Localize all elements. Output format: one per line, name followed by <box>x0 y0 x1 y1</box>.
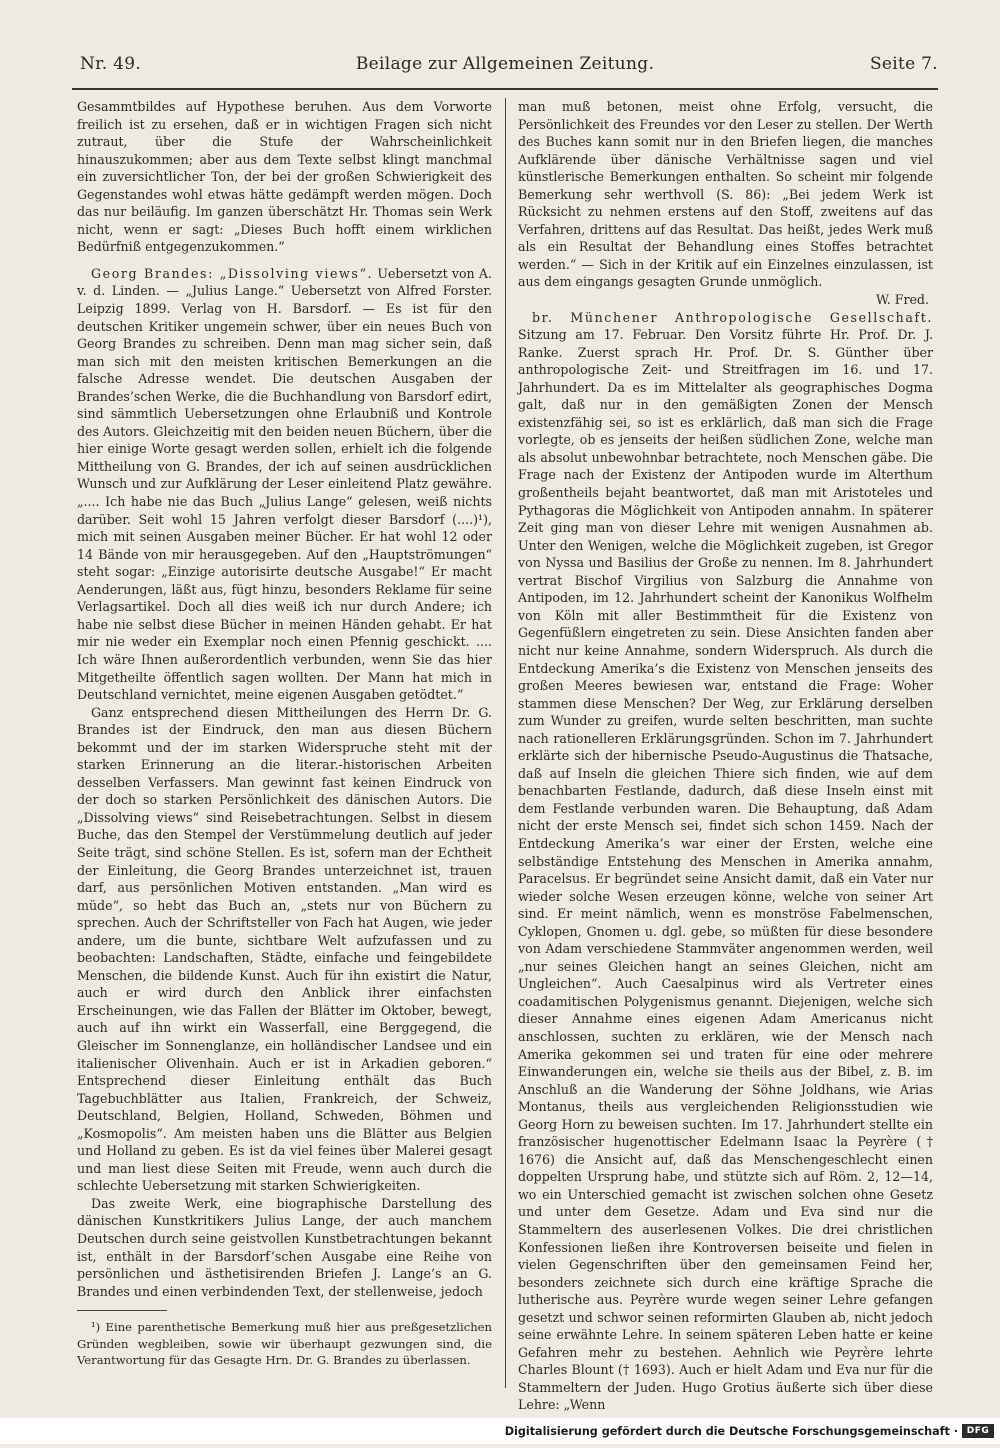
newspaper-page <box>72 40 938 1413</box>
left-paragraph-4: Das zweite Werk, eine biographische Darstellung des dänischen Kunstkritikers Julius Lange, der auch manchem Deutschen durch seine geistvollen Kunstbetrachtungen bekannt ist, enthält in der Barsdorf’schen Ausgabe eine Reihe von persönlichen und ästhetisirenden Briefen J. Lange’s an G. Brandes und einen verbindenden Text, der stellenweise, jedoch <box>77 1195 492 1299</box>
right-report-anthropology <box>518 309 933 1414</box>
left-paragraph-1: Gesammtbildes auf Hypothese beruhen. Aus dem Vorworte freilich ist zu ersehen, daß er in wichtigen Fragen sich nicht zutraut, über die Stufe der Wahrscheinlichkeit hinauszukommen; aber aus dem Texte selbst klingt manchmal ein zuversichtlicher Ton, der bei der großen Schwierigkeit des Gegenstandes wohl etwas hätte gedämpft werden mögen. Doch das nur beiläufig. Im ganzen überschätzt Hr. Thomas sein Werk nicht, wenn er sagt: „Dieses Buch hofft einem wirklichen Bedürfniß entgegenzukommen.“ <box>77 99 492 255</box>
funding-note: Digitalisierung gefördert durch die Deutsche Forschungsgemeinschaft · <box>504 1425 958 1438</box>
issue-number: Nr. 49. <box>80 54 142 74</box>
dfg-logo: DFG <box>962 1424 994 1438</box>
left-paragraph-3: Ganz entsprechend diesen Mittheilungen des Herrn Dr. G. Brandes ist der Eindruck, den man aus diesen Büchern bekommt und der im starken Widerspruche steht mit der starken Erinnerung an die literar.-historischen Arbeiten desselben Verfassers. Man gewinnt fast keinen Eindruck von der doch so starken Persönlichkeit des dänischen Autors. Die „Dissolving views“ sind Reisebetrachtungen. Selbst in diesem Buche, das den Stempel der Verstümmelung deutlich auf jeder Seite trägt, sind schöne Stellen. Es ist, sofern man der Echtheit der Einleitung, die Georg Brandes unterzeichnet ist, trauen darf, aus persönlichen Motiven entstanden. „Man wird es müde“, so hebt das Buch an, „stets nur von Büchern zu sprechen. Auch der Schriftsteller von Fach hat Augen, wie jeder andere, um die bunte, sichtbare Welt aufzufassen und zu beobachten: Landschaften, Städte, einfache und feingebildete Menschen, die bildende Kunst. Auch für ihn existirt die Natur, auch er wird durch den Anblick ihrer einfachsten Erscheinungen, wie das Fallen der Blätter im Oktober, bewegt, auch auf ihn wirkt ein Wasserfall, eine Berggegend, die Gleischer im Sonnenglanze, ein holländischer Landsee und ein italienischer Olivenhain. Auch er ist in Arkadien geboren.“ Entsprechend dieser Einleitung enthält das Buch Tagebuchblätter aus Italien, Frankreich, der Schweiz, Deutschland, Belgien, Holland, Schweden, Böhmen und „Kosmopolis“. Am meisten haben uns die Blätter aus Belgien und Holland zu geben. Es ist da viel feines über Malerei gesagt und man liest diese Seiten mit Freude, wenn auch durch die schlechte Uebersetzung mit starken Schwierigkeiten. <box>77 704 492 1194</box>
header-rule <box>72 88 938 90</box>
report-body-anthropology: Sitzung am 17. Februar. Den Vorsitz führte Hr. Prof. Dr. J. Ranke. Zuerst sprach Hr. Prof. Dr. S. Günther über anthropologische Zeit- und Streitfragen im 16. und 17. Jahrhundert. Da es im Mittelalter als geographisches Dogma galt, daß nur in den gemäßigten Zonen der Mensch existenzfähig sei, so ist es erklärlich, daß man sich die Frage vorlegte, ob es jenseits der heißen südlichen Zone, welche man als absolut unbewohnbar betrachtete, noch Menschen gäbe. Die Frage nach der Existenz der Antipoden wurde im Alterthum großentheils bejaht beantwortet, daß man mit Aristoteles und Pythagoras die Möglichkeit von Antipoden annahm. In späterer Zeit ging man von dieser Lehre mit wenigen Ausnahmen ab. Unter den Wenigen, welche die Möglichkeit zugeben, ist Gregor von Nyssa und Basilius der Große zu nennen. Im 8. Jahrhundert vertrat Bischof Virgilius von Salzburg die Annahme von Antipoden, im 12. Jahrhundert scheint der Kanonikus Wolfhelm von Köln mit aller Bestimmtheit für die Existenz von Gegenfüßlern eingetreten zu sein. Diese Ansichten fanden aber nicht nur keine Annahme, sondern Widerspruch. Als durch die Entdeckung Amerika’s die Existenz von Menschen jenseits des großen Meeres bewiesen war, entstand die Frage: Woher stammen diese Menschen? Der Weg, zur Erklärung derselben zum Wunder zu greifen, wurde selten beschritten, man suchte nach rationelleren Erklärungsgründen. Schon im 7. Jahrhundert erklärte sich der hibernische Pseudo-Augustinus die Thatsache, daß auf Inseln die gleichen Thiere sich finden, wie auf dem benachbarten Festlande, dadurch, daß diese Inseln einst mit dem Festlande verbunden waren. Die Behauptung, daß Adam nicht der erste Mensch sei, findet sich schon 1459. Nach der Entdeckung Amerika’s war einer der Ersten, welche eine selbständige Entstehung des Menschen in Amerika annahm, Paracelsus. Er begründet seine Ansicht damit, daß ein Vater nur wieder solche Wesen erzeugen könne, welche von seiner Art sind. Er meint nämlich, wenn es monströse Fabelmenschen, Cyklopen, Gnomen u. dgl. gebe, so müßten für diese besondere von Adam verschiedene Stammväter angenommen werden, weil „nur seines Gleichen hangt an seines Gleichen, nicht am Ungleichen“. Auch Caesalpinus wird als Vertreter eines coadamitischen Polygenismus genannt. Diejenigen, welche sich dieser Annahme eines eigenen Adam Americanus nicht anschlossen, suchten zu erklären, wie der Mensch nach Amerika gekommen sei und traten für eine oder mehrere Einwanderungen ein, welche sie theils aus der Bibel, z. B. im Anschluß an die Wanderung der Söhne Joldhans, wie Arias Montanus, theils aus vergleichenden Religionsstudien wie Georg Horn zu beweisen suchten. Im 17. Jahrhundert stellte ein französischer hugenottischer Edelmann Isaac la Peyrère († 1676) die Ansicht auf, daß das Menschengeschlecht einen doppelten Ursprung habe, und stützte sich auf Röm. 2, 12—14, wo ein Unterschied gemacht ist zwischen solchen ohne Gesetz und unter dem Gesetze. Adam und Eva sind nur die Stammeltern des auserlesenen Volkes. Die drei christlichen Konfessionen ließen ihre Kontroversen beiseite und fielen in vielen Gegenschriften über den gemeinsamen Feind her, besonders zeichnete sich durch eine kräftige Sprache die lutherische aus. Peyrère wurde wegen seiner Lehre gefangen gesetzt und schwor seinen reformirten Glauben ab, nicht jedoch seine erwähnte Lehre. In seinem späteren Leben hatte er keine Gefahren mehr zu bestehen. Aehnlich wie Peyrère lehrte Charles Blount († 1693). Auch er hielt Adam und Eva nur für die Stammeltern der Juden. Hugo Grotius äußerte sich über diese Lehre: „Wenn <box>518 327 933 1413</box>
page-number: Seite 7. <box>869 54 938 74</box>
right-column <box>518 98 933 1413</box>
review-body-brandes: Uebersetzt von A. v. d. Linden. — „Julius Lange.“ Uebersetzt von Alfred Forster. Leipzig 1899. Verlag von H. Barsdorf. — Es ist für den deutschen Kritiker ungemein schwer, über ein neues Buch von Georg Brandes zu schreiben. Denn man mag sicher sein, daß man sich mit den meisten kritischen Bemerkungen an die falsche Adresse wendet. Die deutschen Ausgaben der Brandes’schen Werke, die die Buchhandlung von Barsdorf edirt, sind sämmtlich Uebersetzungen ohne Erlaubniß und Kontrole des Autors. Gleichzeitig mit den beiden neuen Büchern, über die hier einige Worte gesagt werden sollen, erhielt ich die folgende Mittheilung von G. Brandes, der ich auf seinen ausdrücklichen Wunsch und zur Aufklärung der Leser einleitend Platz gewähre. „.... Ich habe nie das Buch „Julius Lange“ gelesen, weiß nichts darüber. Seit wohl 15 Jahren verfolgt dieser Barsdorf (....)¹), mich mit seinen Ausgaben meiner Bücher. Er hat wohl 12 oder 14 Bände von mir herausgegeben. Auf den „Hauptströmungen“ steht sogar: „Einzige autorisirte deutsche Ausgabe!“ Er macht Aenderungen, läßt aus, fügt hinzu, besonders Reklame für seine Verlagsartikel. Doch all dies weiß ich nur durch Andere; ich habe nie selbst diese Bücher in meinen Händen gehabt. Er hat mir nie weder ein Exemplar noch einen Pfennig geschickt. .... Ich wäre Ihnen außerordentlich verbunden, wenn Sie das hier Mitgetheilte öffentlich sagen wollten. Der Mann hat mich in Deutschland vernichtet, meine eigenen Ausgaben getödtet.“ <box>77 265 492 703</box>
column-divider <box>505 98 506 1388</box>
left-review-brandes <box>77 265 492 704</box>
author-signature: W. Fred. <box>875 292 929 308</box>
digitization-footer <box>0 1418 1000 1444</box>
review-heading-brandes: Georg Brandes: „Dissolving views“. <box>91 265 374 281</box>
report-heading-anthropology: br. Münchener Anthropologische Gesellschaft. <box>532 309 933 325</box>
left-column <box>77 98 492 1388</box>
page-header <box>72 50 938 80</box>
footnote: ¹) Eine parenthetische Bemerkung muß hier aus preßgesetzlichen Gründen wegbleiben, sowie wir überhaupt gezwungen sind, die Verantwortung für das Gesagte Hrn. Dr. G. Brandes zu überlassen. <box>77 1320 492 1368</box>
supplement-title: Beilage zur Allgemeinen Zeitung. <box>355 54 655 74</box>
footnote-rule <box>77 1310 167 1311</box>
right-paragraph-1: man muß betonen, meist ohne Erfolg, versucht, die Persönlichkeit des Freundes vor den Leser zu stellen. Der Werth des Buches kann somit nur in den Briefen liegen, die manches Aufklärende über dänische Verhältnisse sagen und viel künstlerische Bemerkungen enthalten. So scheint mir folgende Bemerkung sehr werthvoll (S. 86): „Bei jedem Werk ist Rücksicht zu nehmen erstens auf den Stoff, zweitens auf das Verfahren, drittens auf das Resultat. Das heißt, jedes Werk muß als ein Resultat der Behandlung eines Stoffes betrachtet werden.“ — Sich in der Kritik auf ein Einzelnes einzulassen, ist aus dem eingangs gesagten Grunde unmöglich. <box>518 99 933 290</box>
